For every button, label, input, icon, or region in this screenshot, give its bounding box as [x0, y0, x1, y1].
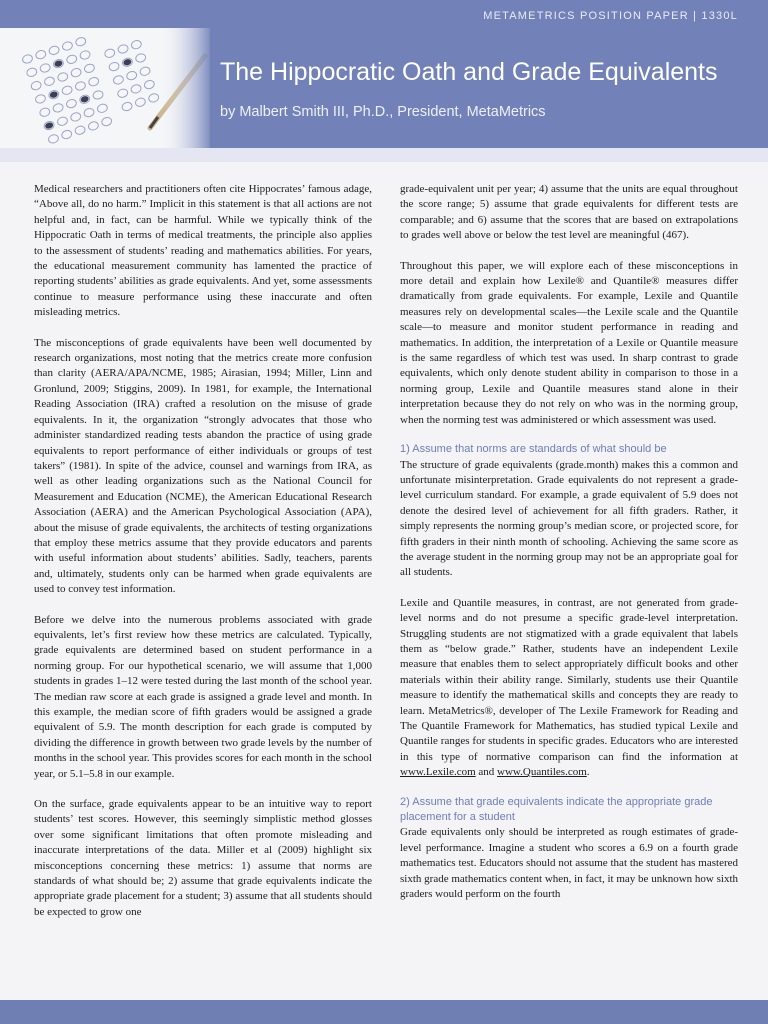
paragraph [400, 596, 738, 781]
answer-sheet-icon [0, 28, 210, 148]
paragraph: Medical researchers and practitioners often cite Hippocrates’ famous adage, “Above all, do no harm.” Implicit in this statement is that all actions are not helpful and, in fact, can be harmful. While we typically think of the Hippocratic Oath in terms of medical treatments, the principle also applies to the assessment of students’ reading and mathematics abilities. For years, the educational measurement community has lamented the practice of reporting students’ abilities as grade equivalents. And yet, some assessments continue to measure performance using these inaccurate and often misleading metrics. [34, 183, 372, 319]
paper-series-label: METAMETRICS POSITION PAPER | 1330L [483, 10, 738, 22]
paper-body [0, 162, 768, 1000]
right-column [400, 182, 738, 917]
period-text: . [586, 766, 590, 779]
section-heading: 2) Assume that grade equivalents indicate the appropriate grade placement for a student [400, 795, 713, 824]
paragraph: grade-equivalent unit per year; 4) assume that the units are equal throughout the score range; 5) assume that grade equivalents for different tests are comparable; and 6) assume that the scores that are based on extrapolations to grades well above or below the test level are meaningful (467). [400, 183, 738, 242]
header-band [0, 0, 768, 148]
answer-sheet-image [0, 28, 210, 148]
page-title: The Hippocratic Oath and Grade Equivalents [220, 58, 718, 86]
conjunction-text: and [475, 766, 498, 779]
paragraph: On the surface, grade equivalents appear to be an intuitive way to report students’ test scores. However, this seemingly simplistic method glosses over some significant limitations that often promote misleading and inaccurate interpretations of the data. Miller et al (2009) highlight six misconceptions concerning these metrics: 1) assume that norms are standards of what should be; 2) assume that grade equivalents indicate the appropriate grade placement for a student; 3) assume that all students should be expected to grow one [34, 798, 372, 918]
paragraph: Throughout this paper, we will explore each of these misconceptions in more detail and explain how Lexile® and Quantile® measures differ dramatically from grade equivalents. For example, Lexile and Quantile measures rely on developmental scales—the Lexile scale and the Quantile scale—to measure and monitor student performance in reading and mathematics. In addition, the interpretation of a Lexile or Quantile measure is the same regardless of which test was used. In sharp contrast to grade equivalents, which only denote student ability in comparison to those in a norming group, Lexile and Quantile measures stand alone in their interpretation because they do not rely on who was in the norming group, when the norming test was administered or which assessment was used. [400, 259, 738, 426]
author-byline: by Malbert Smith III, Ph.D., President, MetaMetrics [220, 104, 546, 120]
lexile-link[interactable]: www.Lexile.com [400, 766, 476, 779]
footer-band [0, 1000, 768, 1024]
section-heading: 1) Assume that norms are standards of what should be [400, 443, 667, 456]
paragraph: The structure of grade equivalents (grade.month) makes this a common and unfortunate misinterpretation. Grade equivalents do not represent a grade-level curriculum standard. For example, a grade equivalent of 5.9 does not denote the desired level of achievement for all fifth graders. Rather, it simply represents the norming group’s median score, or projected score, for fifth graders in their ninth month of schooling. Achieving the same score as the average student in the norming group may not be an appropriate goal for all students. [400, 458, 738, 579]
paragraph-text: Lexile and Quantile measures, in contrast, are not generated from grade-level norms and do not presume a specific grade-level interpretation. Struggling students are not stigmatized with a grade equivalent that labels them as “below grade.” Rather, students have an independent Lexile measure that enables them to select appropriately difficult books and other materials within their ability range. Similarly, students use their Quantile measure to identify the mathematical skills and concepts they are ready to learn. MetaMetrics®, developer of The Lexile Framework for Reading and The Quantile Framework for Mathematics, has studied typical Lexile and Quantile ranges for students in specific grades. Educators who are interested in this type of normative comparison can find the information at [400, 596, 738, 763]
header-divider [0, 148, 768, 162]
quantiles-link[interactable]: www.Quantiles.com [497, 766, 587, 779]
left-column [34, 182, 372, 935]
paragraph: Before we delve into the numerous problems associated with grade equivalents, let’s first review how these metrics are calculated. Typically, grade equivalents are determined based on student performance in a norming group. For our hypothetical scenario, we will assume that 1,000 students in grades 1–12 were tested during the last month of the school year. The median raw score at each grade is assigned a grade level and month. In this example, the median score of fifth graders would be assigned a grade equivalent of 5.9. The month description for each grade is computed by dividing the difference in growth between two grade levels by the number of months in the school year. This provides scores for each month in the school year, or 5.1–5.8 in our example. [34, 613, 372, 780]
paragraph: The misconceptions of grade equivalents have been well documented by research organizations, most noting that the metrics create more confusion than clarity (AERA/APA/NCME, 1985; Airasian, 1994; Miller, Linn and Gronlund, 2009; Stiggins, 2009). In 1981, for example, the International Reading Association (IRA) crafted a resolution on the misuse of grade equivalents. In it, the organization “strongly advocates that those who administer standardized reading tests abandon the practice of using grade equivalents to report performance of either individuals or groups of test takers” (1981). In spite of the advice, counsel and warnings from IRA, as well as other leading organizations such as the National Council for Measurement and Education (NCME), the American Educational Research Association (AERA) and the American Psychological Association (APA), about the misuse of grade equivalents, the architects of testing organizations that employ these metrics assume that they provide educators and parents with useful information about students’ abilities. Sadly, teachers, parents and, ultimately, students only can be harmed when grade equivalents are used to convey test information. [34, 336, 372, 596]
paragraph: Grade equivalents only should be interpreted as rough estimates of grade-level performance. Imagine a student who scores a 6.9 on a fourth grade mathematics test. Educators should not assume that the student has mastered sixth grade mathematics content when, in fact, it may be unknown how sixth graders would perform on the fourth [400, 826, 738, 901]
